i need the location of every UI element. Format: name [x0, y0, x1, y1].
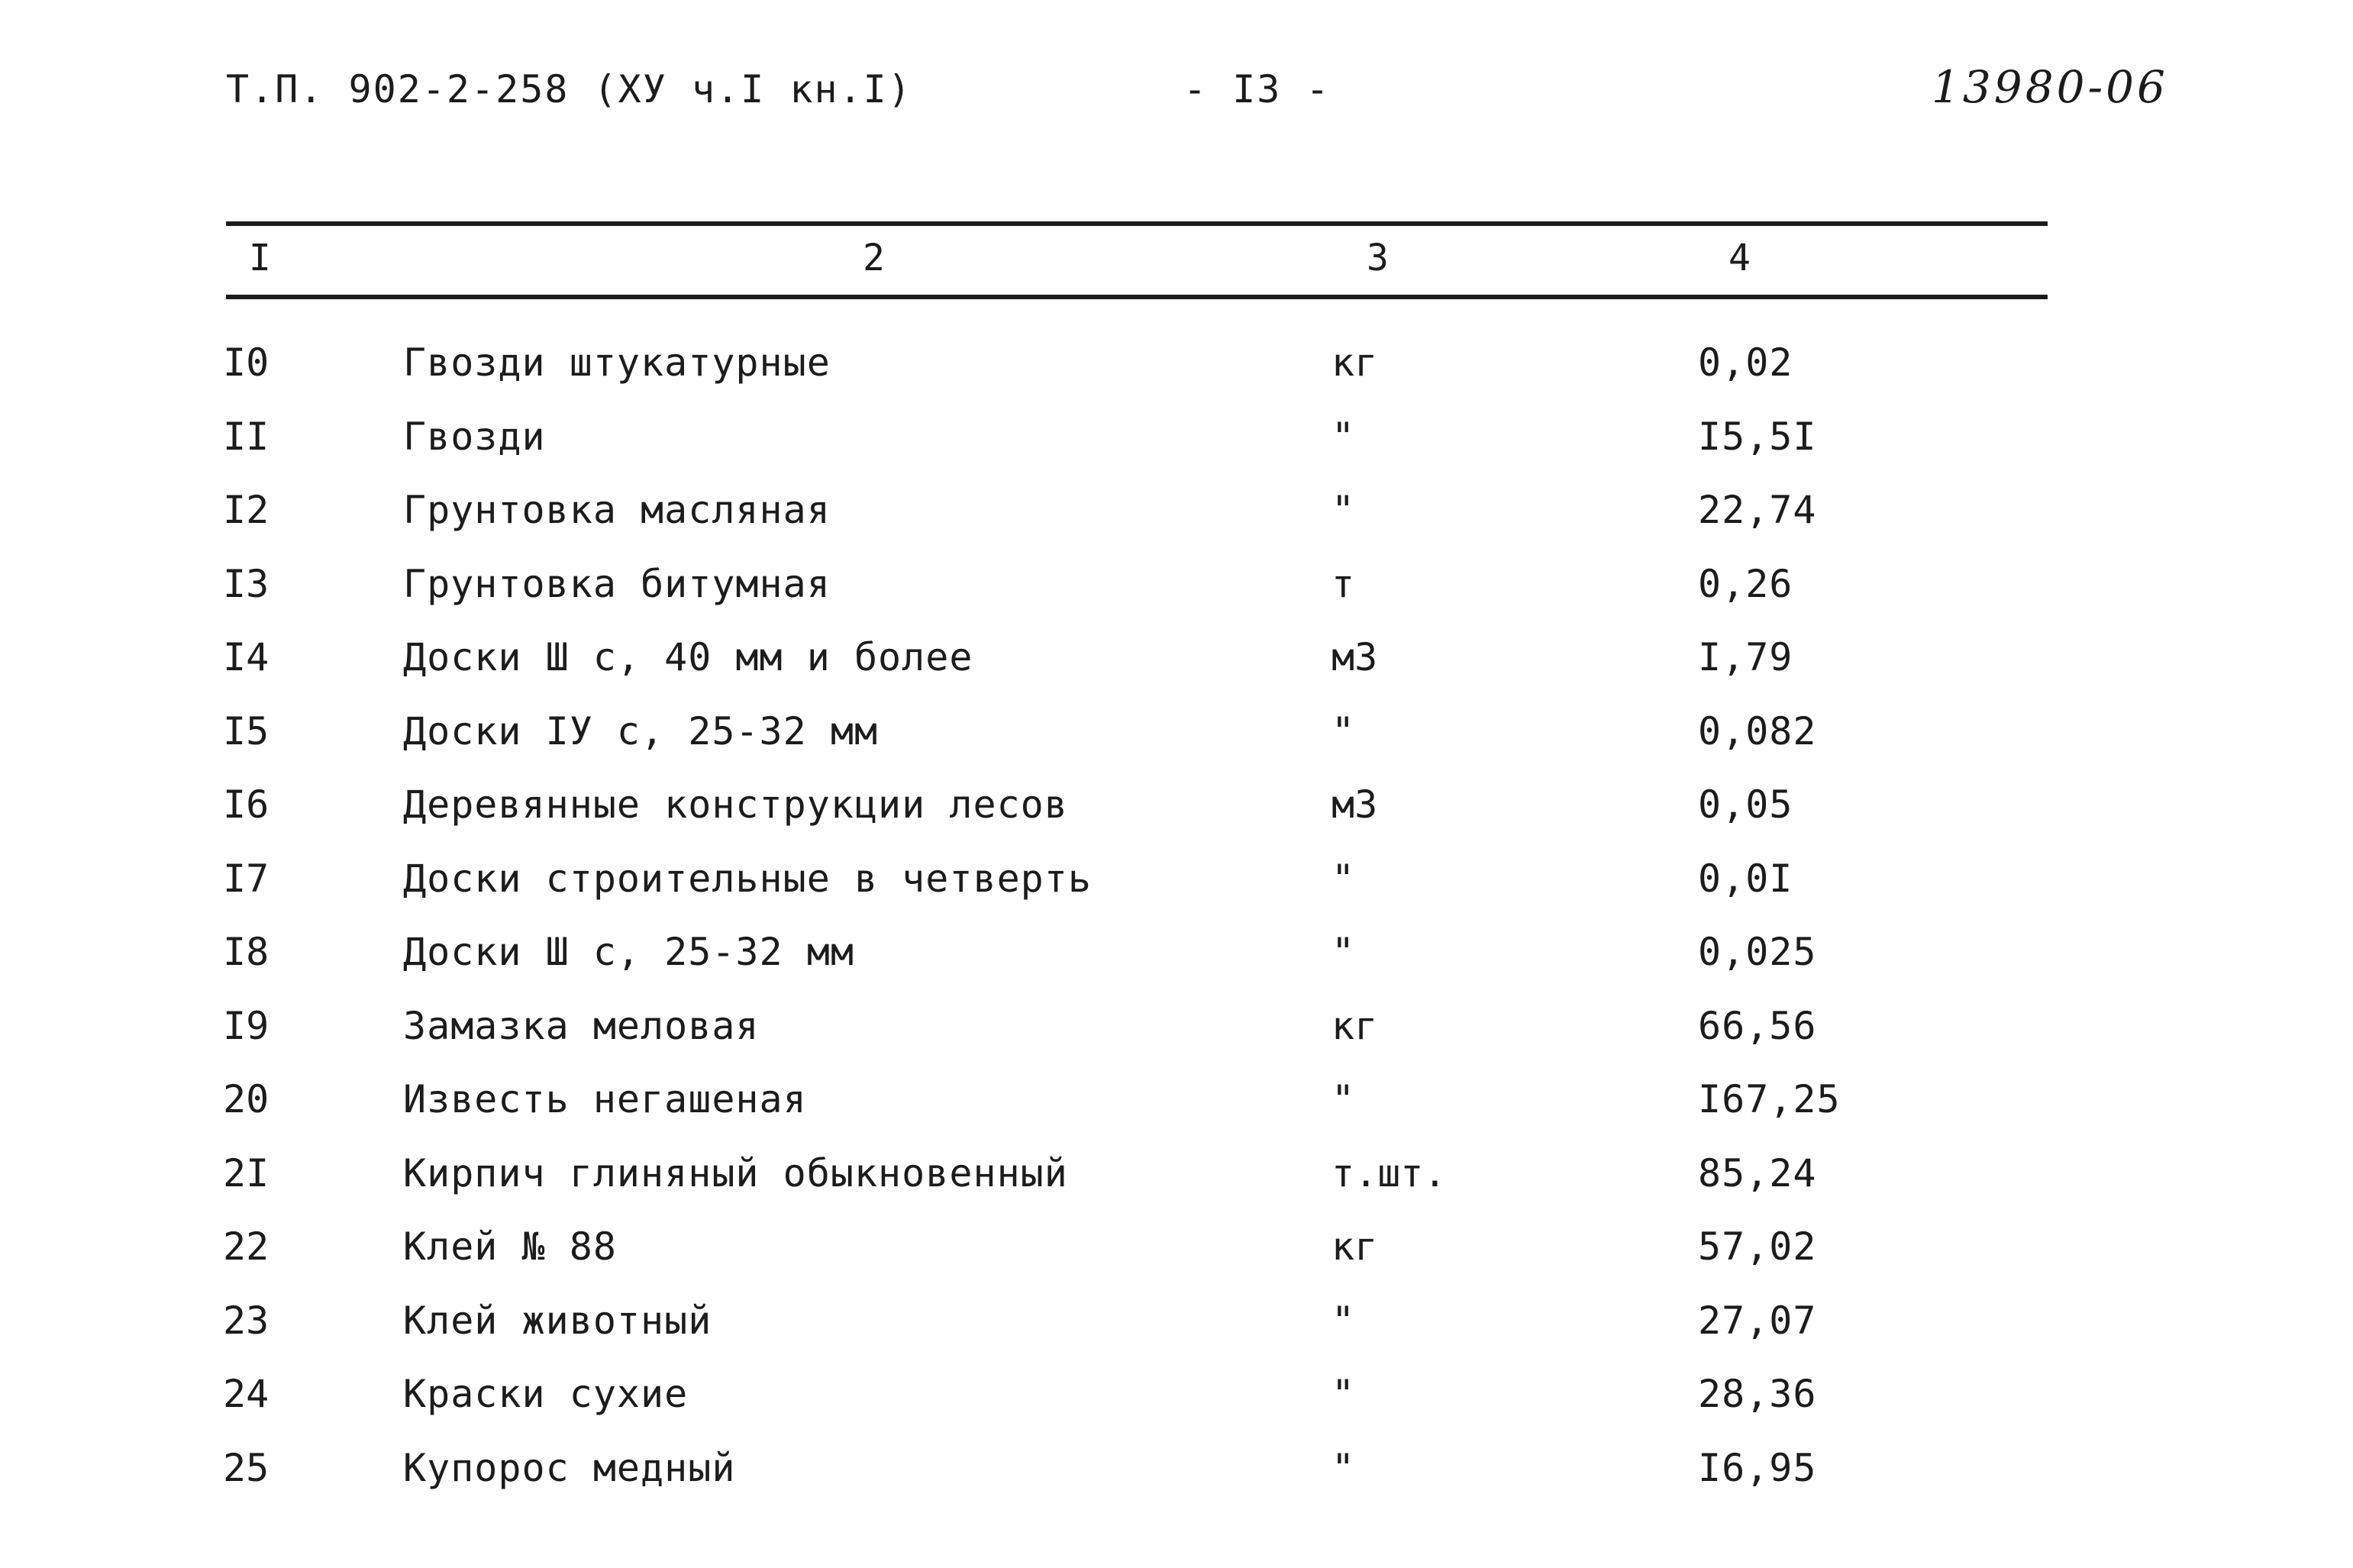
row-number: I7 — [223, 856, 270, 901]
material-name: Гвозди штукатурные — [403, 340, 831, 385]
row-number: I5 — [223, 708, 270, 753]
quantity: 0,05 — [1698, 782, 1793, 827]
unit: т.шт. — [1331, 1150, 1447, 1195]
quantity: 27,07 — [1698, 1298, 1817, 1343]
material-name: Клей животный — [403, 1298, 712, 1343]
material-name: Доски строительные в четверть — [403, 856, 1092, 901]
quantity: I5,5I — [1698, 414, 1817, 459]
table-row — [0, 1224, 2353, 1299]
material-name: Известь негашеная — [403, 1077, 807, 1121]
table-top-rule — [226, 221, 2048, 226]
table-header-rule — [226, 295, 2048, 299]
quantity: 0,025 — [1698, 930, 1817, 974]
unit: м3 — [1331, 782, 1378, 827]
unit: кг — [1331, 340, 1378, 385]
table-row — [0, 782, 2353, 857]
row-number: I6 — [223, 782, 270, 827]
quantity: I,79 — [1698, 635, 1793, 679]
row-number: 24 — [223, 1372, 270, 1416]
unit: " — [1331, 414, 1355, 459]
table-row — [0, 1004, 2353, 1078]
quantity: 57,02 — [1698, 1224, 1817, 1269]
column-header-2: 2 — [863, 237, 885, 279]
quantity: I6,95 — [1698, 1445, 1817, 1490]
column-header-3: 3 — [1367, 237, 1389, 279]
document-code: Т.П. 902-2-258 (ХУ ч.I кн.I) — [226, 67, 912, 111]
material-name: Доски IУ с, 25-32 мм — [403, 708, 879, 753]
row-number: I3 — [223, 561, 270, 606]
unit: " — [1331, 1445, 1355, 1490]
row-number: I8 — [223, 930, 270, 974]
table-row — [0, 1299, 2353, 1373]
table-row — [0, 635, 2353, 709]
table-row — [0, 415, 2353, 489]
unit: " — [1331, 1077, 1355, 1121]
table-row — [0, 488, 2353, 562]
quantity: 0,26 — [1698, 561, 1793, 606]
table-row — [0, 930, 2353, 1004]
table-row — [0, 709, 2353, 783]
material-name: Купорос медный — [403, 1445, 736, 1490]
material-name: Доски Ш с, 25-32 мм — [403, 930, 854, 974]
material-name: Доски Ш с, 40 мм и более — [403, 635, 973, 679]
unit: " — [1331, 930, 1355, 974]
table-row — [0, 1151, 2353, 1225]
row-number: II — [223, 414, 270, 459]
material-name: Клей № 88 — [403, 1224, 617, 1269]
row-number: I2 — [223, 488, 270, 532]
unit: м3 — [1331, 635, 1378, 679]
row-number: 23 — [223, 1298, 270, 1343]
unit: " — [1331, 1372, 1355, 1416]
material-name: Гвозди — [403, 414, 546, 459]
archive-number: 13980-06 — [1932, 61, 2168, 113]
quantity: 28,36 — [1698, 1372, 1817, 1416]
table-row — [0, 857, 2353, 931]
unit: " — [1331, 488, 1355, 532]
table-row — [0, 562, 2353, 636]
table-row — [0, 1372, 2353, 1446]
row-number: 22 — [223, 1224, 270, 1269]
row-number: I4 — [223, 635, 270, 679]
column-header-1: I — [249, 237, 271, 279]
row-number: 25 — [223, 1445, 270, 1490]
quantity: 66,56 — [1698, 1003, 1817, 1048]
material-name: Деревянные конструкции лесов — [403, 782, 1068, 827]
material-name: Краски сухие — [403, 1372, 689, 1416]
table-body — [0, 340, 2353, 1519]
quantity: 85,24 — [1698, 1150, 1817, 1195]
page-number: - I3 - — [1183, 67, 1331, 111]
unit: " — [1331, 708, 1355, 753]
unit: кг — [1331, 1003, 1378, 1048]
table-row — [0, 1077, 2353, 1151]
row-number: I9 — [223, 1003, 270, 1048]
row-number: I0 — [223, 340, 270, 385]
quantity: 22,74 — [1698, 488, 1817, 532]
unit: " — [1331, 1298, 1355, 1343]
unit: " — [1331, 856, 1355, 901]
material-name: Грунтовка битумная — [403, 561, 831, 606]
material-name: Замазка меловая — [403, 1003, 760, 1048]
column-header-4: 4 — [1728, 237, 1751, 279]
table-row — [0, 1446, 2353, 1520]
quantity: I67,25 — [1698, 1077, 1841, 1121]
row-number: 2I — [223, 1150, 270, 1195]
quantity: 0,0I — [1698, 856, 1793, 901]
material-name: Грунтовка масляная — [403, 488, 831, 532]
quantity: 0,02 — [1698, 340, 1793, 385]
unit: кг — [1331, 1224, 1378, 1269]
quantity: 0,082 — [1698, 708, 1817, 753]
table-row — [0, 340, 2353, 415]
unit: т — [1331, 561, 1355, 606]
material-name: Кирпич глиняный обыкновенный — [403, 1150, 1068, 1195]
row-number: 20 — [223, 1077, 270, 1121]
